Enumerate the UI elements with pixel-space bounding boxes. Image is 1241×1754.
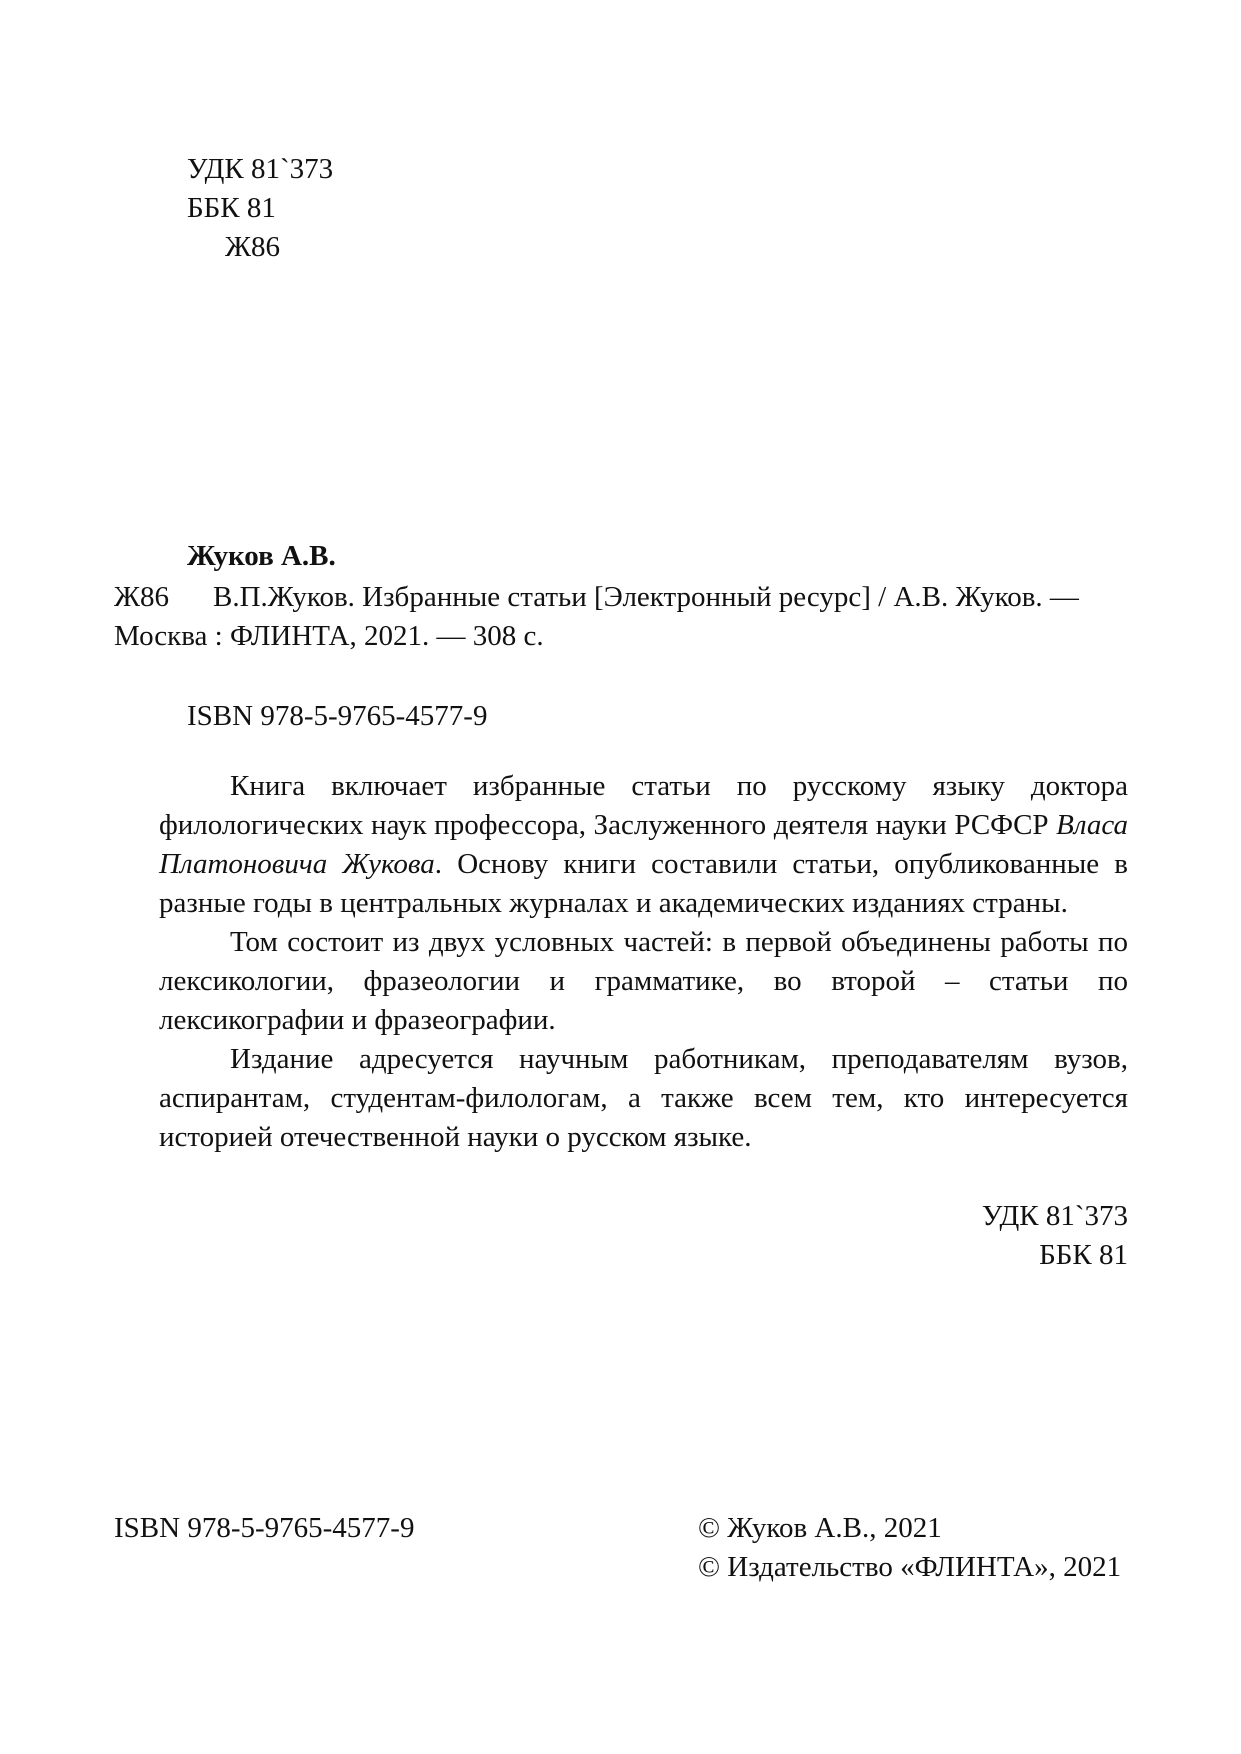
copyright-author: © Жуков А.В., 2021 <box>698 1512 942 1544</box>
udk-code-bottom: УДК 81`373 <box>981 1200 1128 1232</box>
annotation-paragraph-2: Том состоит из двух условных частей: в первой объединены работы по лексикологии, фразеологии и грамматике, во второй – статьи по лексикографии и фразеографии. <box>159 926 1128 1036</box>
annotation-paragraph-1 <box>159 767 1128 923</box>
copyright-publisher: © Издательство «ФЛИНТА», 2021 <box>698 1551 1122 1583</box>
footer-isbn: ISBN 978-5-9765-4577-9 <box>114 1512 415 1544</box>
bibliographic-title-line: В.П.Жуков. Избранные статьи [Электронный ресурс] / А.В. Жуков. — <box>213 581 1079 613</box>
annotation-p1-person: Власа Платоновича Жукова <box>159 809 1128 880</box>
entry-isbn: ISBN 978-5-9765-4577-9 <box>187 700 488 732</box>
entry-author-sign: Ж86 <box>114 581 169 613</box>
bbk-code: ББК 81 <box>187 192 276 224</box>
bbk-code-bottom: ББК 81 <box>1039 1239 1128 1271</box>
author-heading: Жуков А.В. <box>187 540 336 572</box>
bibliographic-publisher-line: Москва : ФЛИНТА, 2021. — 308 с. <box>114 620 544 652</box>
annotation-p1-end: . Основу книги составили статьи, опубликованные в разные годы в центральных журналах и академических изданиях страны. <box>159 848 1128 919</box>
annotation-paragraph-3: Издание адресуется научным работникам, преподавателям вузов, аспирантам, студентам-филологам, а также всем тем, кто интересуется историей отечественной науки о русском языке. <box>159 1043 1128 1153</box>
udk-code: УДК 81`373 <box>187 153 334 185</box>
annotation-p1-start: Книга включает избранные статьи по русскому языку доктора филологических наук профессора, Заслуженного деятеля науки РСФСР <box>159 770 1128 841</box>
author-sign-code: Ж86 <box>225 231 280 263</box>
